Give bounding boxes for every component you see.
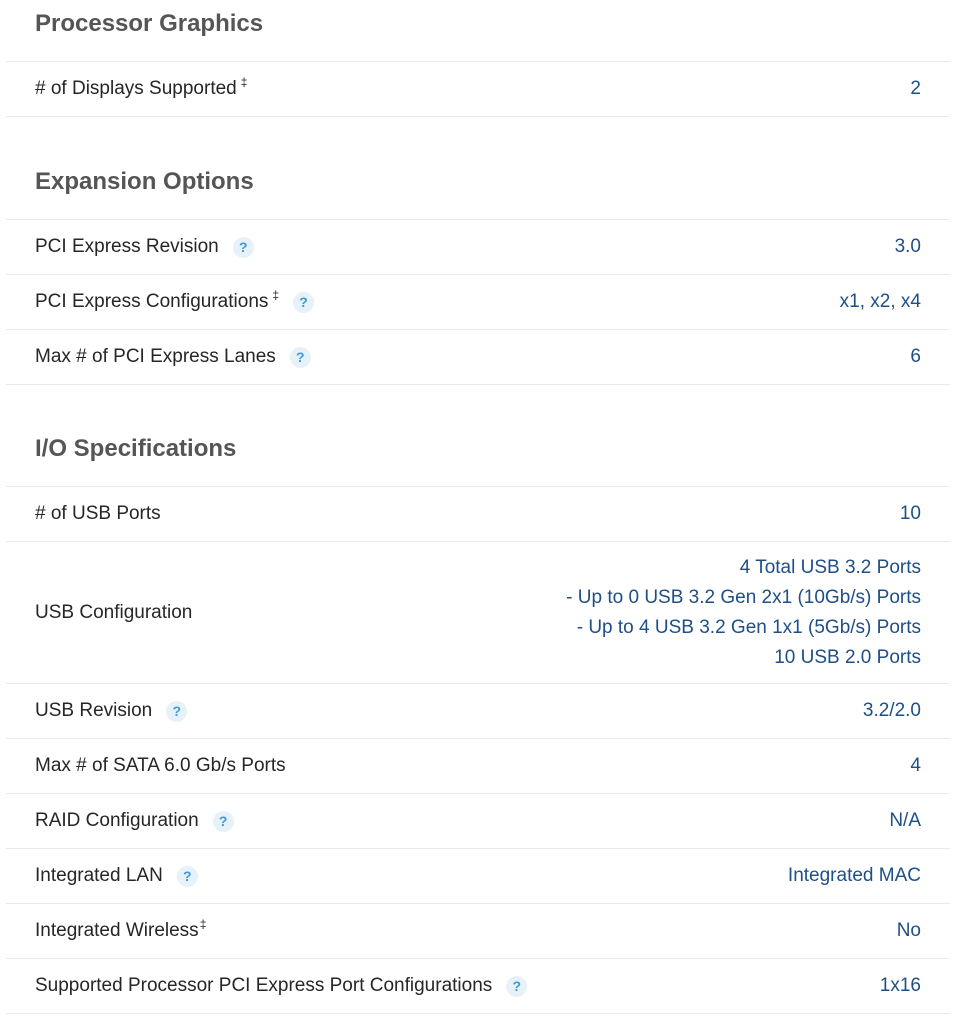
spec-value-line: - Up to 4 USB 3.2 Gen 1x1 (5Gb/s) Ports: [576, 616, 921, 638]
spec-label-text: Max # of PCI Express Lanes: [35, 346, 276, 367]
spec-label-text: PCI Express Revision: [35, 236, 219, 257]
spec-label-text: Integrated Wireless: [35, 920, 199, 941]
help-icon[interactable]: ?: [177, 866, 198, 887]
spec-label: [35, 288, 314, 313]
double-dagger-footnote: ‡: [199, 917, 207, 931]
spec-value: 2: [910, 78, 921, 99]
spec-label-text: RAID Configuration: [35, 810, 199, 831]
spec-label: [35, 810, 234, 832]
section-title-expansion-options: Expansion Options: [35, 168, 254, 195]
spec-label-text: USB Configuration: [35, 601, 193, 623]
spec-label: [35, 917, 207, 942]
spec-label-text: Integrated LAN: [35, 865, 163, 886]
spec-label: [35, 700, 187, 722]
spec-row-usb-ports: [6, 486, 950, 541]
help-icon[interactable]: ?: [506, 976, 527, 997]
spec-value: 3.0: [894, 236, 921, 257]
double-dagger-footnote: ‡: [272, 288, 280, 302]
section-title-processor-graphics: Processor Graphics: [35, 10, 264, 37]
spec-row-pcie-revision: [6, 219, 950, 274]
double-dagger-footnote: ‡: [240, 75, 248, 89]
spec-label: [35, 975, 527, 997]
spec-row-displays-supported: [6, 61, 950, 117]
spec-row-pcie-configurations: [6, 274, 950, 329]
spec-value-line: 10 USB 2.0 Ports: [774, 646, 921, 668]
help-icon[interactable]: ?: [213, 811, 234, 832]
spec-row-integrated-lan: [6, 848, 950, 903]
spec-row-usb-configuration: [6, 541, 950, 683]
spec-value-line: - Up to 0 USB 3.2 Gen 2x1 (10Gb/s) Ports: [566, 586, 921, 608]
help-icon[interactable]: ?: [166, 701, 187, 722]
spec-value: 3.2/2.0: [862, 700, 921, 721]
spec-label: [35, 865, 198, 887]
spec-label-text: # of Displays Supported: [35, 78, 237, 99]
spec-label: [35, 503, 161, 525]
spec-label: [35, 346, 311, 368]
spec-label-text: # of USB Ports: [35, 503, 161, 524]
spec-label: [35, 236, 254, 258]
spec-label-text: Max # of SATA 6.0 Gb/s Ports: [35, 755, 286, 776]
spec-value: N/A: [889, 810, 921, 831]
spec-label: [35, 75, 248, 100]
section-title-io-specifications: I/O Specifications: [35, 435, 237, 462]
spec-value: 6: [910, 346, 921, 367]
spec-label: [35, 602, 192, 624]
spec-value-list: [566, 553, 921, 673]
help-icon[interactable]: ?: [290, 347, 311, 368]
spec-value: 10: [899, 503, 921, 524]
spec-label-text: PCI Express Configurations: [35, 291, 269, 312]
help-icon[interactable]: ?: [293, 292, 314, 313]
spec-value: No: [896, 920, 921, 941]
spec-value: Integrated MAC: [787, 865, 921, 886]
spec-label-text: Supported Processor PCI Express Port Configurations: [35, 975, 493, 996]
spec-row-usb-revision: [6, 683, 950, 738]
spec-row-sata-ports: [6, 738, 950, 793]
spec-row-pcie-lanes: [6, 329, 950, 385]
spec-value: x1, x2, x4: [839, 291, 921, 312]
spec-row-raid-configuration: [6, 793, 950, 848]
spec-label-text: USB Revision: [35, 700, 153, 721]
spec-value: 4: [910, 755, 921, 776]
spec-row-pcie-port-configurations: [6, 958, 950, 1014]
spec-value-line: 4 Total USB 3.2 Ports: [739, 556, 921, 578]
spec-row-integrated-wireless: [6, 903, 950, 958]
spec-label: [35, 755, 286, 777]
help-icon[interactable]: ?: [233, 237, 254, 258]
spec-value: 1x16: [879, 975, 921, 996]
